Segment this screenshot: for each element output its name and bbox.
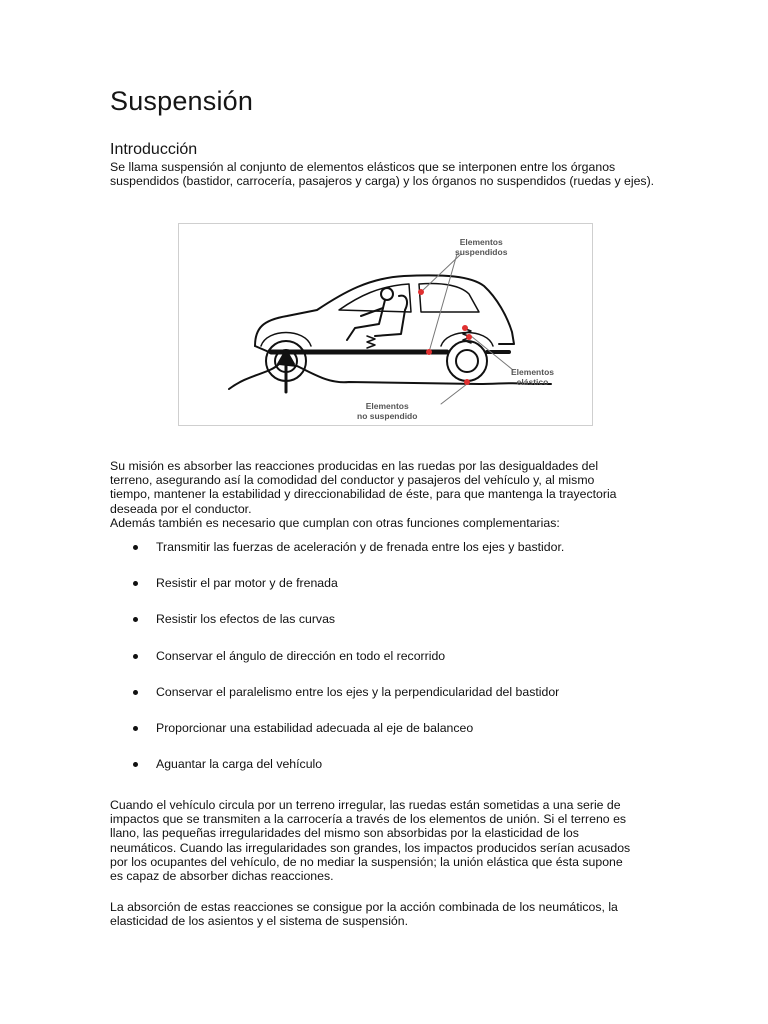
marker-suspended-body [418, 289, 424, 295]
list-item: Conservar el paralelismo entre los ejes y la perpendicularidad del bastidor [110, 685, 670, 721]
list-item: Resistir el par motor y de frenada [110, 576, 670, 612]
bullet-icon [133, 581, 138, 586]
list-item: Transmitir las fuerzas de aceleración y de frenada entre los ejes y bastidor. [110, 540, 670, 576]
list-item: Aguantar la carga del vehículo [110, 757, 670, 793]
marker-suspended-chassis [426, 349, 432, 355]
intro-paragraph: Se llama suspensión al conjunto de elementos elásticos que se interponen entre los órganos suspendidos (bastidor, carrocería, pasajeros y carga) y los órganos no suspendidos (ruedas y ejes). [110, 160, 655, 189]
absorption-paragraph: La absorción de estas reacciones se consigue por la acción combinada de los neumáticos, la elasticidad de los asientos y el sistema de suspensión. [110, 900, 618, 929]
page-title: Suspensión [110, 86, 254, 116]
bullet-icon [133, 726, 138, 731]
bullet-icon [133, 690, 138, 695]
label-elementos-no-suspendido: Elementos no suspendido [357, 401, 418, 421]
marker-elastic-lower [466, 334, 472, 340]
section-heading: Introducción [110, 141, 198, 158]
list-item: Resistir los efectos de las curvas [110, 612, 670, 648]
list-item: Proporcionar una estabilidad adecuada al eje de balanceo [110, 721, 670, 757]
label-elementos-elastico: Elementos elástico [511, 367, 554, 387]
marker-elastic-upper [462, 325, 468, 331]
functions-list [110, 540, 670, 793]
bullet-icon [133, 545, 138, 550]
marker-unsuspended [464, 379, 470, 385]
bullet-icon [133, 617, 138, 622]
mision-paragraph: Su misión es absorber las reacciones producidas en las ruedas por las desigualdades del terreno, asegurando así la comodidad del conductor y pasajeros del vehículo y, al mismo tiempo, mantener la estabilidad y direccionabilidad de éste, para que mantenga la trayectoria deseada por el conductor. Además también es necesario que cumplan con otras funciones complementarias: [110, 459, 617, 530]
list-item: Conservar el ángulo de dirección en todo el recorrido [110, 649, 670, 685]
suspension-diagram [178, 223, 593, 426]
bullet-icon [133, 654, 138, 659]
car-suspension-illustration [179, 224, 594, 427]
bullet-icon [133, 762, 138, 767]
label-elementos-suspendidos: Elementos suspendidos [455, 237, 508, 257]
irregular-terrain-paragraph: Cuando el vehículo circula por un terreno irregular, las ruedas están sometidas a una serie de impactos que se transmiten a la carrocería a través de los elementos de unión. Si el terreno es llano, las pequeñas irregularidades del mismo son absorbidas por la elasticidad de los neumáticos. Cuando las irregularidades son grandes, los impactos producidos serían acusados por los ocupantes del vehículo, de no mediar la suspensión; la unión elástica que ésta supone es capaz de absorber dichas reacciones. [110, 798, 631, 884]
